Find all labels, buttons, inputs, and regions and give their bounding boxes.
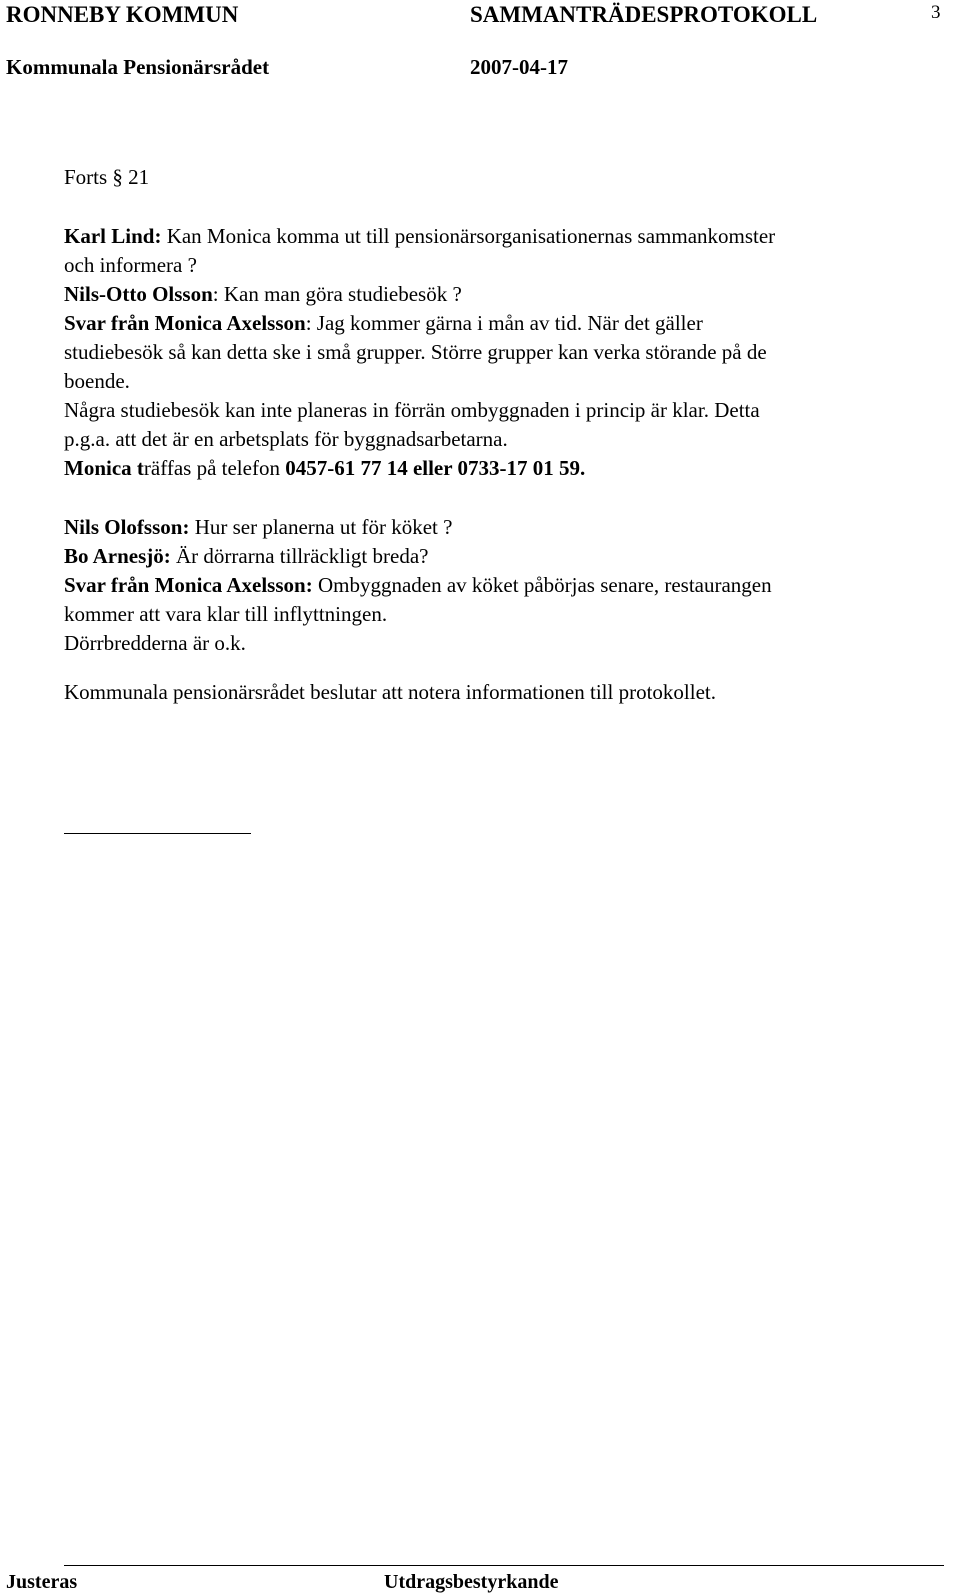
text-line: Bo Arnesjö: Är dörrarna tillräckligt breda? <box>64 544 429 568</box>
speaker-name: Svar från Monica Axelsson <box>64 311 306 335</box>
footer-justeras: Justeras <box>6 1571 78 1593</box>
speaker-name: Nils-Otto Olsson <box>64 282 213 306</box>
section-reference: Forts § 21 <box>64 165 150 189</box>
phone-numbers: 0457-61 77 14 eller 0733-17 01 59. <box>285 456 586 480</box>
text-line: Nils Olofsson: Hur ser planerna ut för köket ? <box>64 515 453 539</box>
council-name: Kommunala Pensionärsrådet <box>6 55 270 79</box>
text-line: Några studiebesök kan inte planeras in förrän ombyggnaden i princip är klar. Detta <box>64 398 760 422</box>
text-line: boende. <box>64 369 130 393</box>
text-line: studiebesök så kan detta ske i små grupper. Större grupper kan verka störande på de <box>64 340 767 364</box>
signature-divider <box>64 833 251 834</box>
meeting-date: 2007-04-17 <box>470 55 568 79</box>
text-line: och informera ? <box>64 253 197 277</box>
protocol-title: SAMMANTRÄDESPROTOKOLL <box>470 2 818 27</box>
decision-text: Kommunala pensionärsrådet beslutar att notera informationen till protokollet. <box>64 680 716 704</box>
speaker-name: Nils Olofsson: <box>64 515 190 539</box>
text-line: Karl Lind: Kan Monica komma ut till pensionärsorganisationernas sammankomster <box>64 224 776 248</box>
text-line: Dörrbredderna är o.k. <box>64 631 246 655</box>
speaker-name: Bo Arnesjö: <box>64 544 171 568</box>
text-line: p.g.a. att det är en arbetsplats för byggnadsarbetarna. <box>64 427 508 451</box>
text-line-contact: Monica träffas på telefon 0457-61 77 14 eller 0733-17 01 59. <box>64 456 586 480</box>
speaker-name: Karl Lind: <box>64 224 162 248</box>
text-line: Nils-Otto Olsson: Kan man göra studiebesök ? <box>64 282 462 306</box>
footer-divider <box>64 1565 944 1566</box>
text-line: Svar från Monica Axelsson: Jag kommer gärna i mån av tid. När det gäller <box>64 311 703 335</box>
text-line: Svar från Monica Axelsson: Ombyggnaden av köket påbörjas senare, restaurangen <box>64 573 772 597</box>
municipality-name: RONNEBY KOMMUN <box>6 2 239 27</box>
footer-utdragsbestyrkande: Utdragsbestyrkande <box>384 1571 559 1593</box>
speaker-name: Svar från Monica Axelsson: <box>64 573 313 597</box>
text-line: kommer att vara klar till inflyttningen. <box>64 602 388 626</box>
page-number: 3 <box>931 2 941 23</box>
